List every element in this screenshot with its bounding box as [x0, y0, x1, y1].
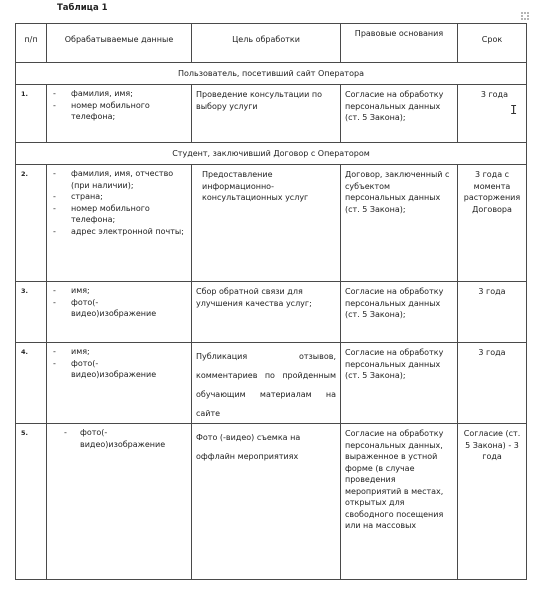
row-legal: Согласие на обработку персональных данных (ст. 5 Закона); — [341, 85, 458, 143]
row-purpose: Предоставление информационно-консультационных услуг — [192, 165, 341, 282]
row-number: 3. — [16, 282, 47, 343]
table-row — [16, 424, 527, 580]
list-item: - номер мобильного телефона; — [47, 203, 191, 226]
row-number: 1. — [16, 85, 47, 143]
header-purpose: Цель обработки — [192, 24, 341, 63]
header-num: п/п — [16, 24, 47, 63]
row-data-cell — [47, 424, 192, 580]
list-item: - фото(-видео)изображение — [47, 297, 191, 320]
list-item: - фото(-видео)изображение — [47, 358, 191, 381]
data-list — [47, 85, 191, 123]
data-list — [47, 424, 191, 450]
data-list — [47, 282, 191, 320]
row-data-cell — [47, 85, 192, 143]
list-item: - адрес электронной почты; — [47, 226, 191, 238]
list-item: - фамилия, имя; — [47, 88, 191, 100]
row-data-cell — [47, 282, 192, 343]
list-item: - фамилия, имя, отчество (при наличии); — [47, 168, 191, 191]
row-data-cell — [47, 165, 192, 282]
table-row — [16, 343, 527, 424]
table-header-row — [16, 24, 527, 63]
header-term: Срок — [458, 24, 527, 63]
row-term: 3 года — [458, 85, 527, 143]
row-legal: Согласие на обработку персональных данных, выраженное в устной форме (в случае проведения мероприятий в местах, открытых для свободного посещения или на массовых — [341, 424, 458, 580]
row-legal: Договор, заключенный с субъектом персональных данных (ст. 5 Закона); — [341, 165, 458, 282]
row-purpose: Сбор обратной связи для улучшения качества услуг; — [192, 282, 341, 343]
data-list — [47, 165, 191, 237]
header-legal: Правовые основания — [341, 24, 458, 63]
row-number: 4. — [16, 343, 47, 424]
table-row — [16, 282, 527, 343]
table-move-handle-icon[interactable] — [521, 12, 529, 20]
row-legal: Согласие на обработку персональных данных (ст. 5 Закона); — [341, 282, 458, 343]
row-purpose: Фото (-видео) съемка на оффлайн мероприятиях — [192, 424, 341, 580]
list-item: - имя; — [47, 346, 191, 358]
header-data: Обрабатываемые данные — [47, 24, 192, 63]
list-item: - страна; — [47, 191, 191, 203]
row-term: 3 года с момента расторжения Договора — [458, 165, 527, 282]
row-number: 5. — [16, 424, 47, 580]
row-data-cell — [47, 343, 192, 424]
list-item: - фото(-видео)изображение — [47, 427, 191, 450]
row-purpose: Проведение консультации по выбору услуги — [192, 85, 341, 143]
row-term: Согласие (ст. 5 Закона) - 3 года — [458, 424, 527, 580]
table-caption: Таблица 1 — [57, 3, 108, 13]
text-cursor-icon: I — [510, 103, 518, 117]
personal-data-table — [15, 23, 527, 580]
row-term: 3 года — [458, 282, 527, 343]
list-item: - имя; — [47, 285, 191, 297]
data-list — [47, 343, 191, 381]
table-row — [16, 85, 527, 143]
section-visitor: Пользователь, посетивший сайт Оператора — [16, 63, 527, 85]
row-number: 2. — [16, 165, 47, 282]
list-item: - номер мобильного телефона; — [47, 100, 191, 123]
table-row — [16, 165, 527, 282]
section-student: Студент, заключивший Договор с Оператором — [16, 143, 527, 165]
row-term: 3 года — [458, 343, 527, 424]
row-purpose: Публикация отзывов, комментариев по пройденным обучающим материалам на сайте — [192, 343, 341, 424]
row-legal: Согласие на обработку персональных данных (ст. 5 Закона); — [341, 343, 458, 424]
